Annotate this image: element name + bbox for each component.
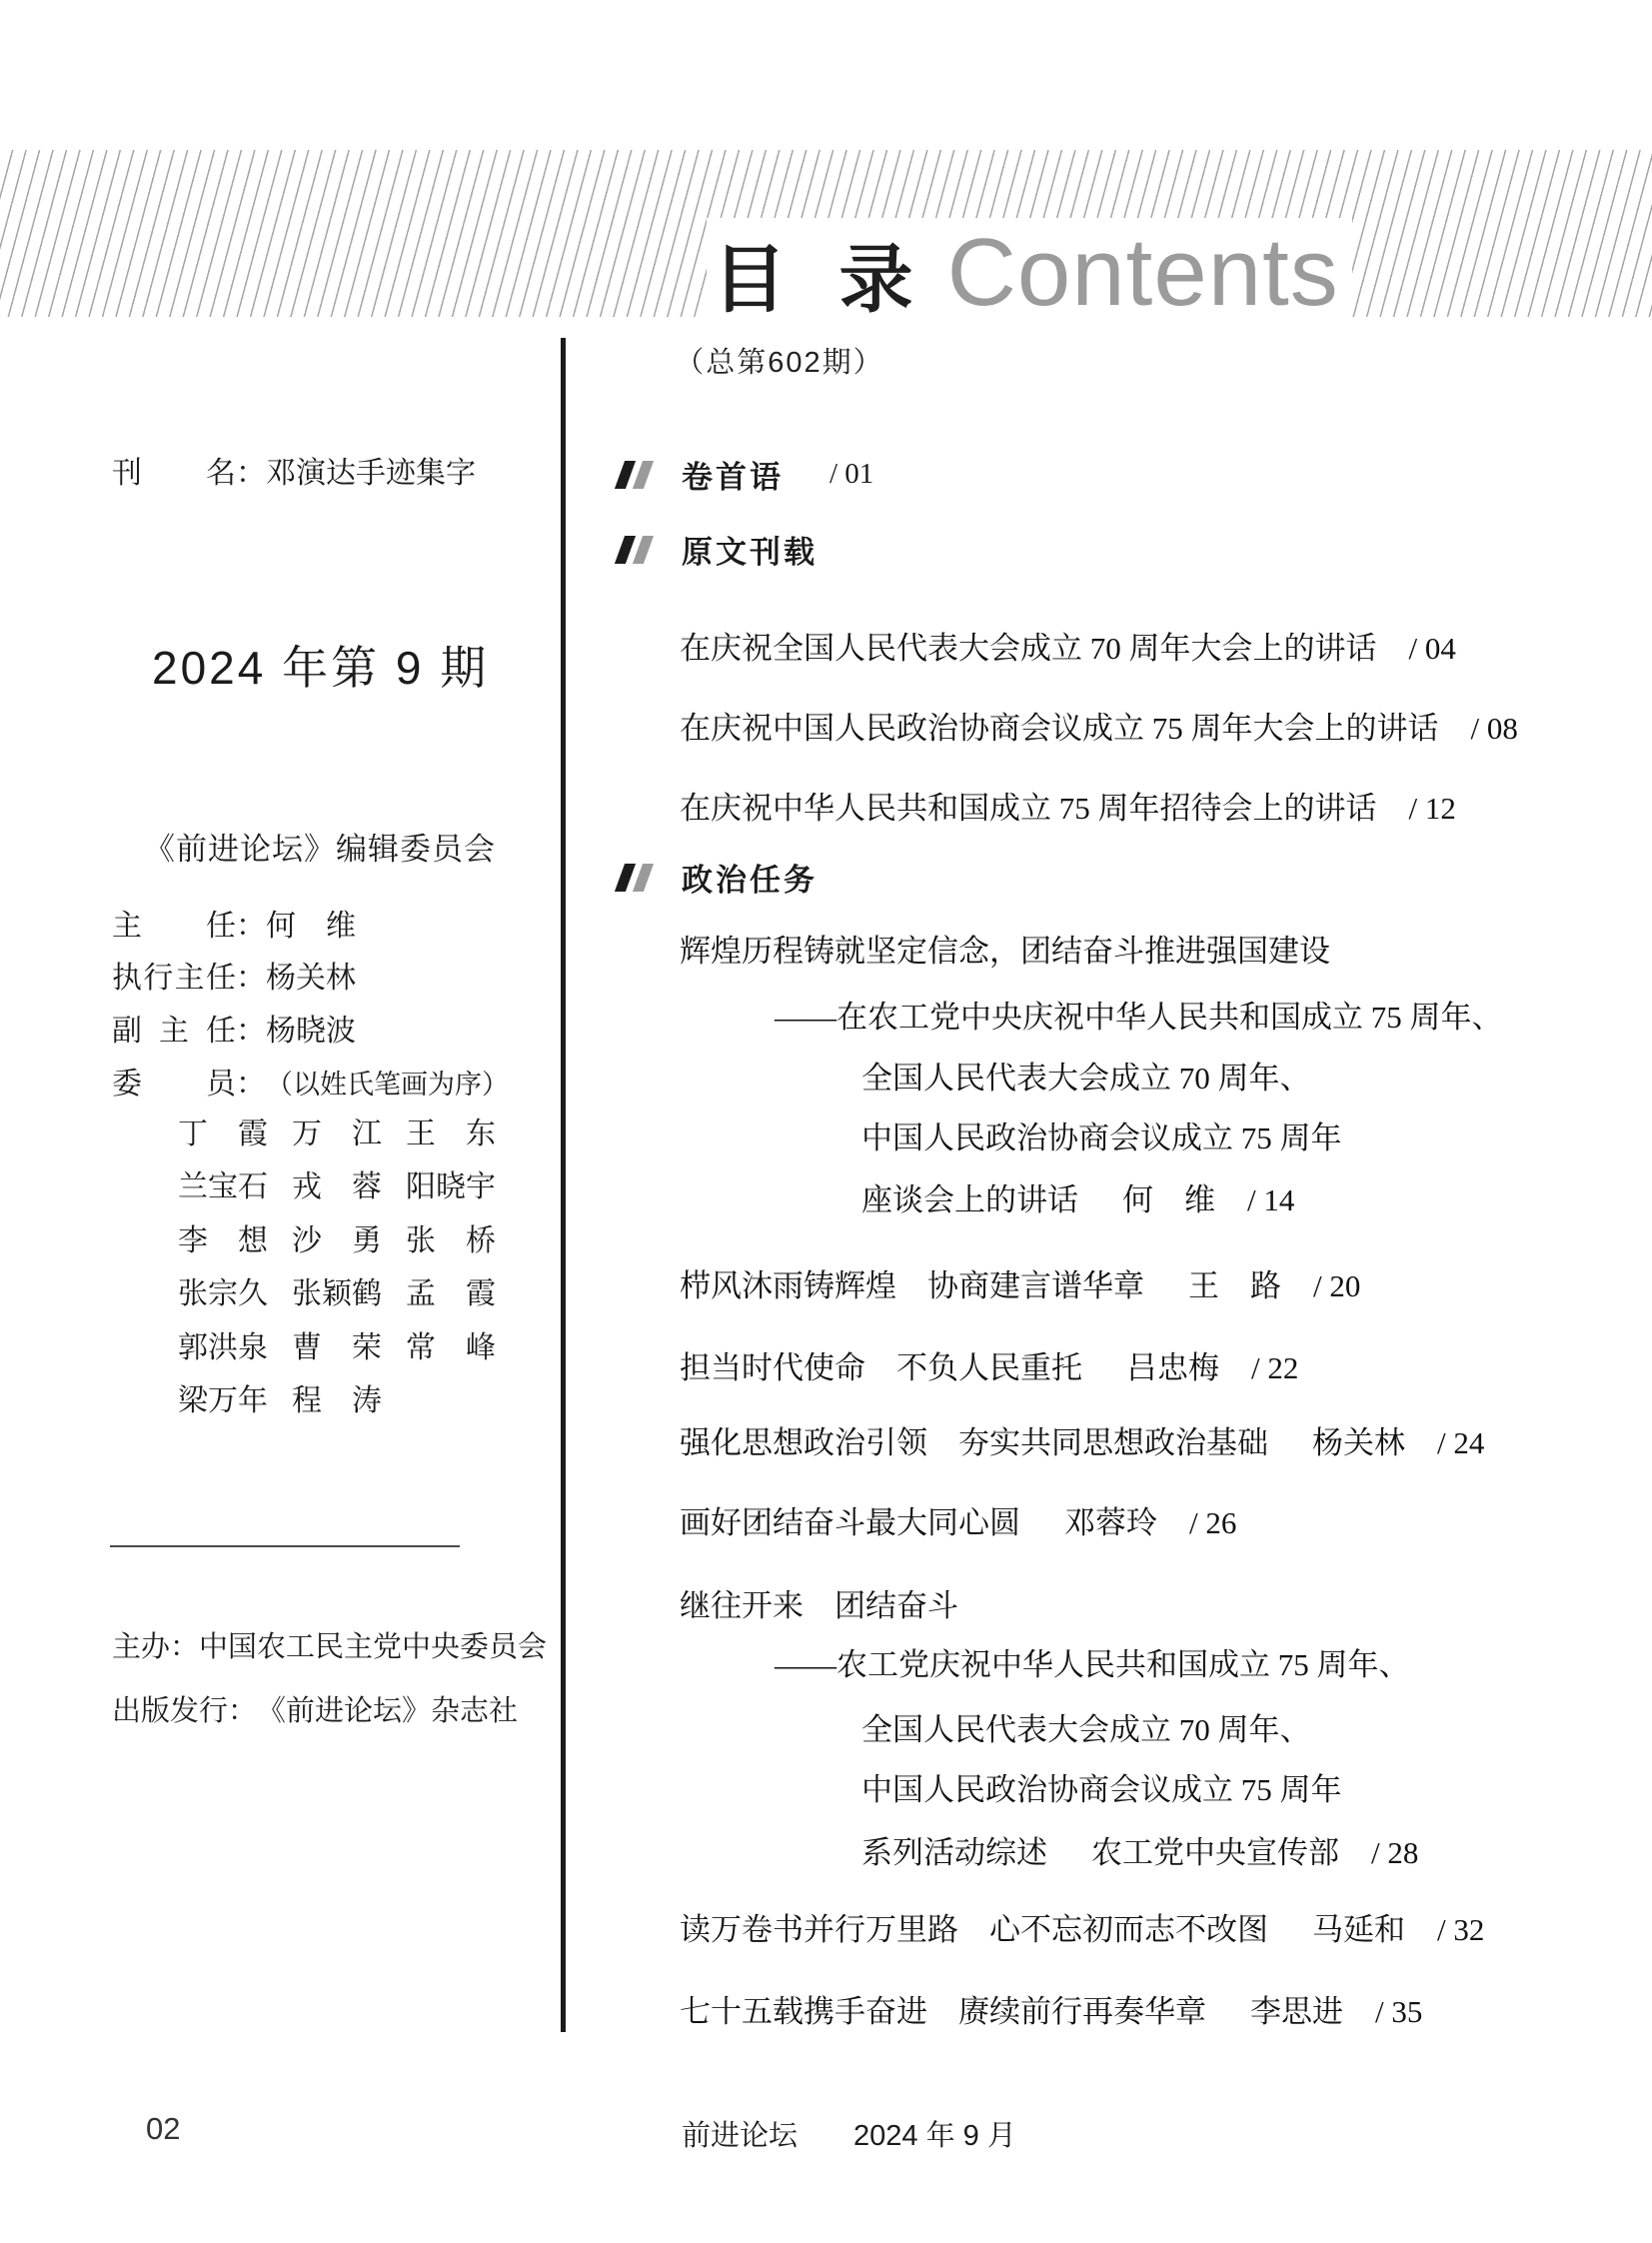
footer-journal-name: 前进论坛	[682, 2120, 799, 2152]
member-name: 丁 霞	[178, 1118, 268, 1150]
journal-name-row	[112, 456, 476, 492]
role-label: 执行主任	[112, 962, 236, 995]
colon: ：	[236, 962, 266, 995]
toc-entry-line	[680, 1993, 1422, 2031]
slash-black-icon	[615, 536, 636, 564]
toc-entry-line	[680, 933, 1330, 971]
toc-entry-text: 继往开来 团结奋斗	[680, 1588, 958, 1623]
member-row	[178, 1330, 520, 1366]
publisher-label: 主办	[112, 1631, 171, 1663]
toc-entry-line	[680, 1349, 1298, 1387]
toc-section-header	[620, 527, 818, 572]
member-row	[178, 1223, 520, 1259]
toc-entry-author: 王 路	[1188, 1268, 1281, 1303]
toc-entry-text: 读万卷书并行万里路 心不忘初而志不改图	[680, 1912, 1268, 1947]
member-name: 王 东	[406, 1118, 496, 1150]
role-label: 副主任	[112, 1015, 236, 1048]
column-divider	[561, 338, 566, 2032]
toc-entry-line	[775, 1646, 1410, 1684]
footer-issue-date: 2024 年 9 月	[853, 2120, 1016, 2152]
member-name: 张 桥	[406, 1224, 496, 1257]
toc-entry-page: / 14	[1247, 1182, 1295, 1217]
role-row	[112, 961, 356, 997]
member-name: 李 想	[178, 1224, 268, 1257]
slash-black-icon	[615, 864, 636, 892]
toc-entry-author: 吕忠梅	[1126, 1350, 1219, 1385]
journal-name-value: 邓演达手迹集字	[266, 457, 476, 490]
role-row	[112, 909, 356, 945]
slash-gray-icon	[633, 864, 654, 892]
toc-section-title: 原文刊载	[682, 535, 818, 570]
toc-entry-page: / 20	[1313, 1268, 1361, 1303]
toc-section-page: / 01	[829, 458, 874, 490]
journal-name-label: 刊名	[112, 457, 236, 490]
toc-entry-text: 系列活动综述	[861, 1835, 1047, 1870]
toc-entry-line	[861, 1120, 1342, 1157]
toc-entry-text: 全国人民代表大会成立 70 周年、	[861, 1712, 1311, 1747]
committee-heading: 《前进论坛》编辑委员会	[144, 832, 496, 867]
toc-entry-text: 在庆祝中华人民共和国成立 75 周年招待会上的讲话	[680, 791, 1377, 826]
toc-entry-text: 担当时代使命 不负人民重托	[680, 1350, 1082, 1385]
colon: ：	[236, 1015, 266, 1048]
toc-entry-text: ——农工党庆祝中华人民共和国成立 75 周年、	[775, 1647, 1410, 1682]
slash-black-icon	[615, 461, 636, 489]
toc-entry-text: 在庆祝中国人民政治协商会议成立 75 周年大会上的讲话	[680, 711, 1439, 746]
role-value: （以姓氏笔画为序）	[266, 1070, 509, 1100]
toc-entry-page: / 32	[1437, 1912, 1485, 1947]
colon: ：	[170, 1631, 200, 1663]
issue-line: 2024 年第 9 期	[152, 642, 490, 694]
toc-section-header	[620, 855, 818, 900]
toc-entry-author: 何 维	[1122, 1182, 1215, 1217]
toc-entry-author: 马延和	[1312, 1912, 1405, 1947]
member-name: 梁万年	[178, 1384, 268, 1417]
member-row	[178, 1383, 406, 1419]
toc-entry-author: 邓蓉玲	[1064, 1505, 1157, 1540]
page-title-en: Contents	[946, 219, 1339, 326]
role-row	[112, 1014, 356, 1050]
toc-entry-line	[861, 1060, 1311, 1098]
page-number: 02	[146, 2111, 181, 2146]
toc-entry-line	[775, 999, 1503, 1037]
toc-entry-page: / 28	[1371, 1835, 1419, 1870]
toc-section-title: 政治任务	[682, 863, 818, 898]
title-plate	[707, 218, 1352, 330]
role-label: 委员	[112, 1068, 236, 1101]
toc-entry-line	[680, 1504, 1236, 1542]
role-row	[112, 1067, 509, 1103]
footer-journal-line	[682, 2113, 1016, 2154]
publisher-label: 出版发行	[112, 1695, 229, 1727]
member-name: 沙 勇	[292, 1224, 382, 1257]
double-slash-icon	[620, 536, 656, 564]
toc-entry-text: 在庆祝全国人民代表大会成立 70 周年大会上的讲话	[680, 631, 1377, 666]
slash-gray-icon	[633, 536, 654, 564]
toc-entry-page: / 04	[1408, 631, 1456, 666]
member-row	[178, 1169, 520, 1205]
colon: ：	[228, 1695, 258, 1727]
toc-entry-text: 中国人民政治协商会议成立 75 周年	[861, 1121, 1342, 1155]
member-name: 孟 霞	[406, 1277, 496, 1310]
role-label: 主任	[112, 910, 236, 943]
toc-entry-text: 七十五载携手奋进 赓续前行再奏华章	[680, 1994, 1206, 2029]
toc-entry-page: / 35	[1375, 1994, 1423, 2029]
slash-gray-icon	[633, 461, 654, 489]
member-row	[178, 1276, 520, 1312]
toc-entry-line	[680, 710, 1518, 748]
colon: ：	[236, 457, 266, 490]
toc-entry-author: 李思进	[1250, 1994, 1343, 2029]
publisher-value: 中国农工民主党中央委员会	[199, 1631, 548, 1663]
toc-entry-page: / 08	[1470, 711, 1518, 746]
member-name: 张颖鹤	[292, 1277, 382, 1310]
toc-entry-line	[861, 1834, 1418, 1872]
toc-entry-line	[861, 1771, 1342, 1809]
colon: ：	[236, 1068, 266, 1101]
member-name: 阳晓宇	[406, 1170, 496, 1203]
member-name: 程 涛	[292, 1384, 382, 1417]
toc-entry-text: 辉煌历程铸就坚定信念，团结奋斗推进强国建设	[680, 934, 1330, 969]
toc-entry-text: 栉风沐雨铸辉煌 协商建言谱华章	[680, 1268, 1144, 1303]
toc-entry-line	[680, 1587, 958, 1625]
issue-number-note: （总第602期）	[675, 347, 884, 379]
role-value: 杨关林	[266, 962, 356, 995]
toc-entry-page: / 26	[1189, 1505, 1237, 1540]
double-slash-icon	[620, 461, 656, 489]
member-row	[178, 1117, 520, 1152]
double-slash-icon	[620, 864, 656, 892]
member-name: 曹 荣	[292, 1331, 382, 1364]
toc-entry-text: 中国人民政治协商会议成立 75 周年	[861, 1772, 1342, 1807]
member-name: 戎 蓉	[292, 1170, 382, 1203]
toc-entry-line	[680, 790, 1456, 828]
publisher-row	[112, 1693, 518, 1729]
toc-entry-text: 强化思想政治引领 夯实共同思想政治基础	[680, 1425, 1268, 1460]
toc-entry-text: 座谈会上的讲话	[861, 1182, 1078, 1217]
toc-entry-author: 农工党中央宣传部	[1091, 1835, 1339, 1870]
toc-entry-page: / 22	[1251, 1350, 1299, 1385]
toc-entry-page: / 12	[1408, 791, 1456, 826]
member-name: 兰宝石	[178, 1170, 268, 1203]
toc-entry-line	[680, 1267, 1360, 1305]
toc-section-header	[620, 452, 873, 497]
toc-entry-line	[861, 1181, 1294, 1219]
toc-section-title: 卷首语	[682, 460, 784, 495]
toc-entry-text: 全国人民代表大会成立 70 周年、	[861, 1061, 1311, 1096]
publisher-row	[112, 1629, 547, 1665]
toc-entry-line	[861, 1711, 1311, 1749]
toc-entry-text: ——在农工党中央庆祝中华人民共和国成立 75 周年、	[775, 1000, 1503, 1035]
publisher-value: 《前进论坛》杂志社	[257, 1695, 519, 1727]
role-value: 杨晓波	[266, 1015, 356, 1048]
role-value: 何 维	[266, 910, 356, 943]
toc-entry-line	[680, 1911, 1484, 1949]
left-column-divider-rule	[110, 1545, 460, 1547]
member-name: 万 江	[292, 1118, 382, 1150]
colon: ：	[236, 910, 266, 943]
toc-entry-text: 画好团结奋斗最大同心圆	[680, 1505, 1020, 1540]
member-name: 郭洪泉	[178, 1331, 268, 1364]
toc-entry-page: / 24	[1437, 1425, 1485, 1460]
page-title-cn: 目 录	[713, 238, 929, 321]
toc-entry-line	[680, 1424, 1484, 1462]
toc-entry-author: 杨关林	[1312, 1425, 1405, 1460]
member-name: 张宗久	[178, 1277, 268, 1310]
member-name: 常 峰	[406, 1331, 496, 1364]
toc-entry-line	[680, 630, 1456, 668]
